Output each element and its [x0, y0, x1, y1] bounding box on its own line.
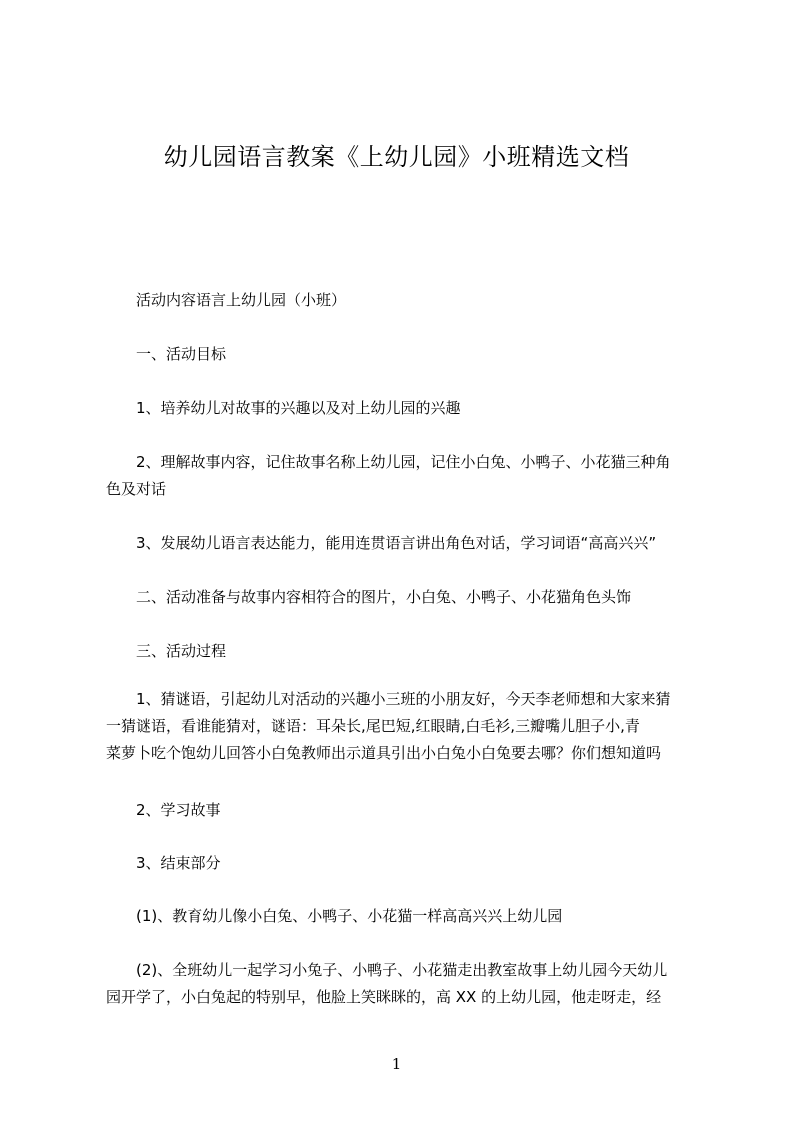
paragraph-line: 3、结束部分: [136, 854, 221, 872]
paragraph-line: (2)、全班幼儿一起学习小兔子、小鸭子、小花猫走出教室故事上幼儿园今天幼儿: [136, 961, 668, 979]
paragraph-activity-content: [106, 287, 722, 314]
process-step-2: [106, 797, 722, 824]
paragraph-line: 园开学了，小白兔起的特别早，他脸上笑眯眯的，高 XX 的上幼儿园，他走呀走，经: [106, 988, 662, 1006]
goal-item-2: [106, 449, 692, 503]
heading-activity-process: [106, 638, 722, 665]
conclusion-item-2: [106, 957, 692, 1011]
paragraph-line: 二、活动准备与故事内容相符合的图片，小白兔、小鸭子、小花猫角色头饰: [136, 588, 632, 606]
paragraph-line: 一、活动目标: [136, 345, 227, 363]
paragraph-line: 1、培养幼儿对故事的兴趣以及对上幼儿园的兴趣: [136, 399, 461, 417]
paragraph-line: 1、猜谜语，引起幼儿对活动的兴趣小三班的小朋友好，今天李老师想和大家来猜: [136, 690, 671, 708]
conclusion-item-1: [106, 903, 722, 930]
heading-activity-preparation: [106, 584, 722, 611]
paragraph-line: 一猜谜语，看谁能猜对，谜语：耳朵长,尾巴短,红眼睛,白毛衫,三瓣嘴儿胆子小,青: [106, 717, 640, 735]
page-number: 1: [391, 1055, 402, 1073]
paragraph-line: 色及对话: [106, 480, 167, 498]
process-step-3: [106, 850, 722, 877]
paragraph-line: 菜萝卜吃个饱幼儿回答小白兔教师出示道具引出小白兔小白兔要去哪？你们想知道吗: [106, 744, 662, 762]
process-step-1: [106, 686, 692, 767]
document-title: 幼儿园语言教案《上幼儿园》小班精选文档: [163, 143, 630, 171]
paragraph-line: 2、学习故事: [136, 801, 221, 819]
paragraph-line: 3、发展幼儿语言表达能力，能用连贯语言讲出角色对话，学习词语“高高兴兴”: [136, 534, 657, 552]
heading-activity-goals: [106, 341, 722, 368]
goal-item-1: [106, 395, 722, 422]
goal-item-3: [106, 530, 722, 557]
paragraph-line: (1)、教育幼儿像小白兔、小鸭子、小花猫一样高高兴兴上幼儿园: [136, 907, 563, 925]
paragraph-line: 活动内容语言上幼儿园（小班）: [136, 291, 347, 309]
paragraph-line: 2、理解故事内容，记住故事名称上幼儿园，记住小白兔、小鸭子、小花猫三种角: [136, 453, 671, 471]
paragraph-line: 三、活动过程: [136, 642, 227, 660]
